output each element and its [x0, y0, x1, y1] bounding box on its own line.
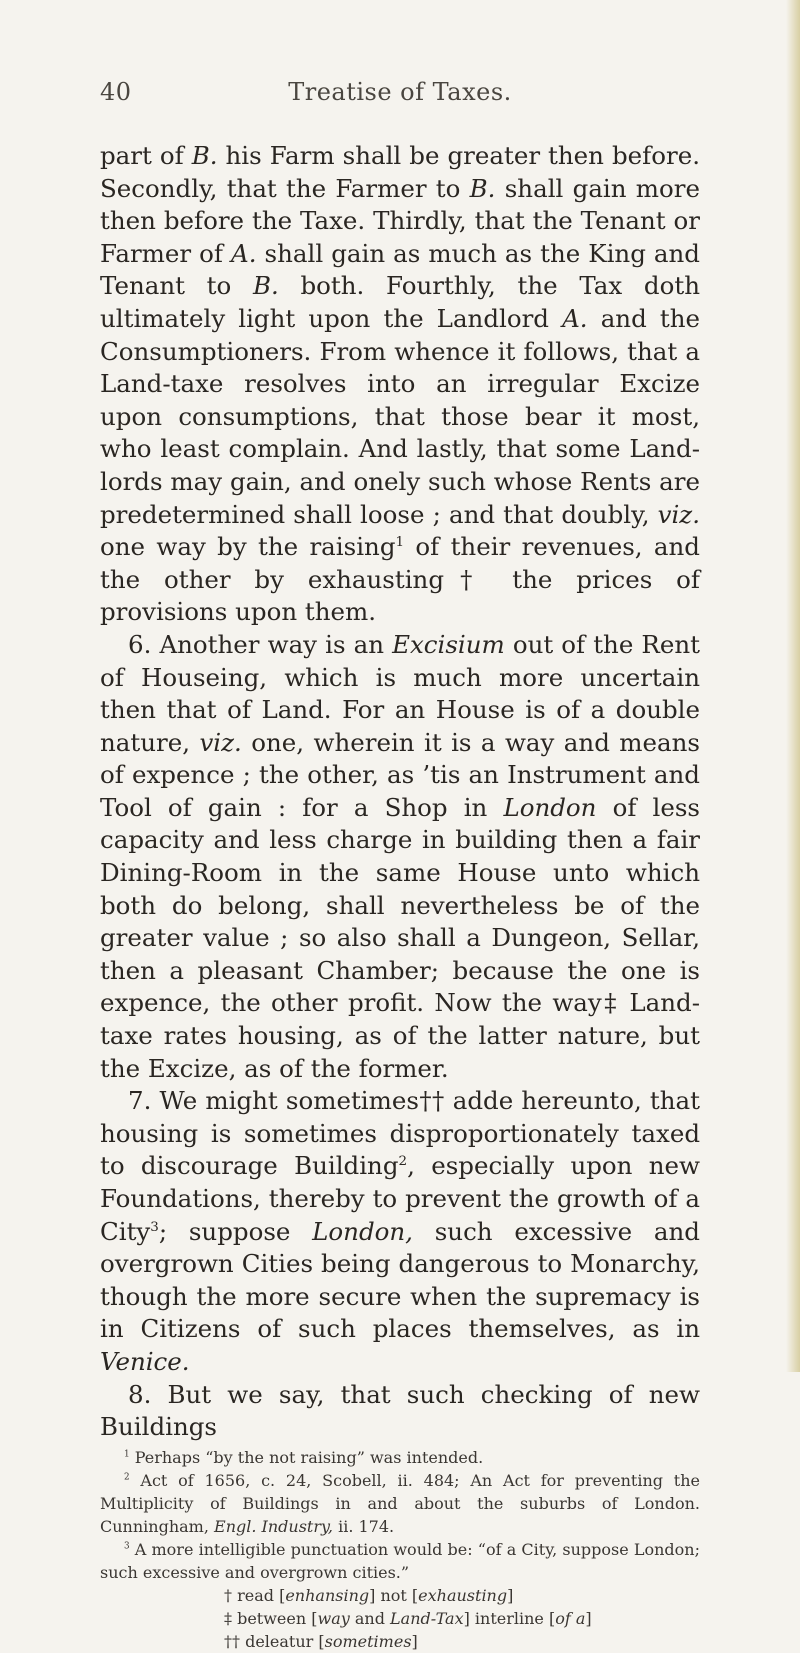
- footnotes: [100, 1446, 700, 1653]
- footnote-ref-1: 1: [395, 533, 405, 550]
- editorial-mark-double-dagger: ‡: [601, 988, 620, 1018]
- running-head: [100, 78, 700, 118]
- editorial-note-dagger: † read [enhansing] not [exhausting]: [224, 1585, 514, 1605]
- editorial-mark-double-dagger-pair: ††: [418, 1086, 445, 1116]
- running-title: Treatise of Taxes.: [288, 78, 512, 106]
- paragraph-6: 6. Another way is an Excisium out of the Rent of Houseing, which is much more uncertain then that of Land. For an House is of a double nature, viz. one, wherein it is a way and means of expence ; the other, as ’tis an Instrument and Tool of gain : for a Shop in London of less capacity and less charge in building then a fair Dining-Room in the same House unto which both do belong, shall nevertheless be of the greater value ; so also shall a Dungeon, Sellar, then a pleasant Chamber; because the one is expence, the other profit. Now the way‡ Land-taxe rates housing, as of the latter nature, but the Excize, as of the former.: [100, 629, 701, 1083]
- body-text: [100, 140, 700, 1444]
- footnote-1: $^1$ Perhaps “by the not raising” was intended.: [124, 1447, 484, 1467]
- editorial-note-double-dagger-pair: †† deleatur [sometimes]: [224, 1631, 418, 1651]
- editorial-mark-dagger: †: [444, 564, 489, 594]
- paragraph-7: 7. We might sometimes†† adde hereunto, that housing is sometimes disproportionately taxed to discourage Building$^2$, especially upon new Foundations, thereby to prevent the growth of a City$^3$; suppose London, such excessive and overgrown Cities being dangerous to Monarchy, though the more secure when the supremacy is in Citizens of such places themselves, as in Venice.: [100, 1086, 701, 1376]
- page-number: 40: [100, 78, 132, 106]
- editorial-note-double-dagger: ‡ between [way and Land-Tax] interline [of a]: [224, 1608, 592, 1628]
- footnote-ref-2: 2: [398, 1153, 408, 1170]
- footnote-ref-3: 3: [150, 1218, 159, 1235]
- footnote-2: $^2$ Act of 1656, c. 24, Scobell, ii. 484; An Act for preventing the Multiplicity of Buildings in and about the suburbs of London. Cunningham, Engl. Industry, ii. 174.: [100, 1470, 700, 1536]
- footnote-3: $^3$ A more intelligible punctuation would be: “of a City, suppose London; such excessive and overgrown cities.”: [100, 1539, 700, 1582]
- paragraph-8: 8. But we say, that such checking of new Buildings: [100, 1379, 700, 1442]
- book-page: [100, 78, 700, 1653]
- page-edge-shadow: [786, 0, 800, 1372]
- paragraph-5-continued: part of B. his Farm shall be greater then before. Secondly, that the Farmer to B. shall gain more then before the Taxe. Thirdly, that the Tenant or Farmer of A. shall gain as much as the King and Tenant to B. both. Fourthly, the Tax doth ultimately light upon the Landlord A. and the Consumptioners. From whence it follows, that a Land-taxe resolves into an irregular Excize upon consumptions, that those bear it most, who least complain. And lastly, that some Landlords may gain, and onely such whose Rents are predetermined shall loose ; and that doubly, viz. one way by the raising$^1$ of their revenues, and the other by exhausting† the prices of provisions upon them.: [100, 141, 701, 627]
